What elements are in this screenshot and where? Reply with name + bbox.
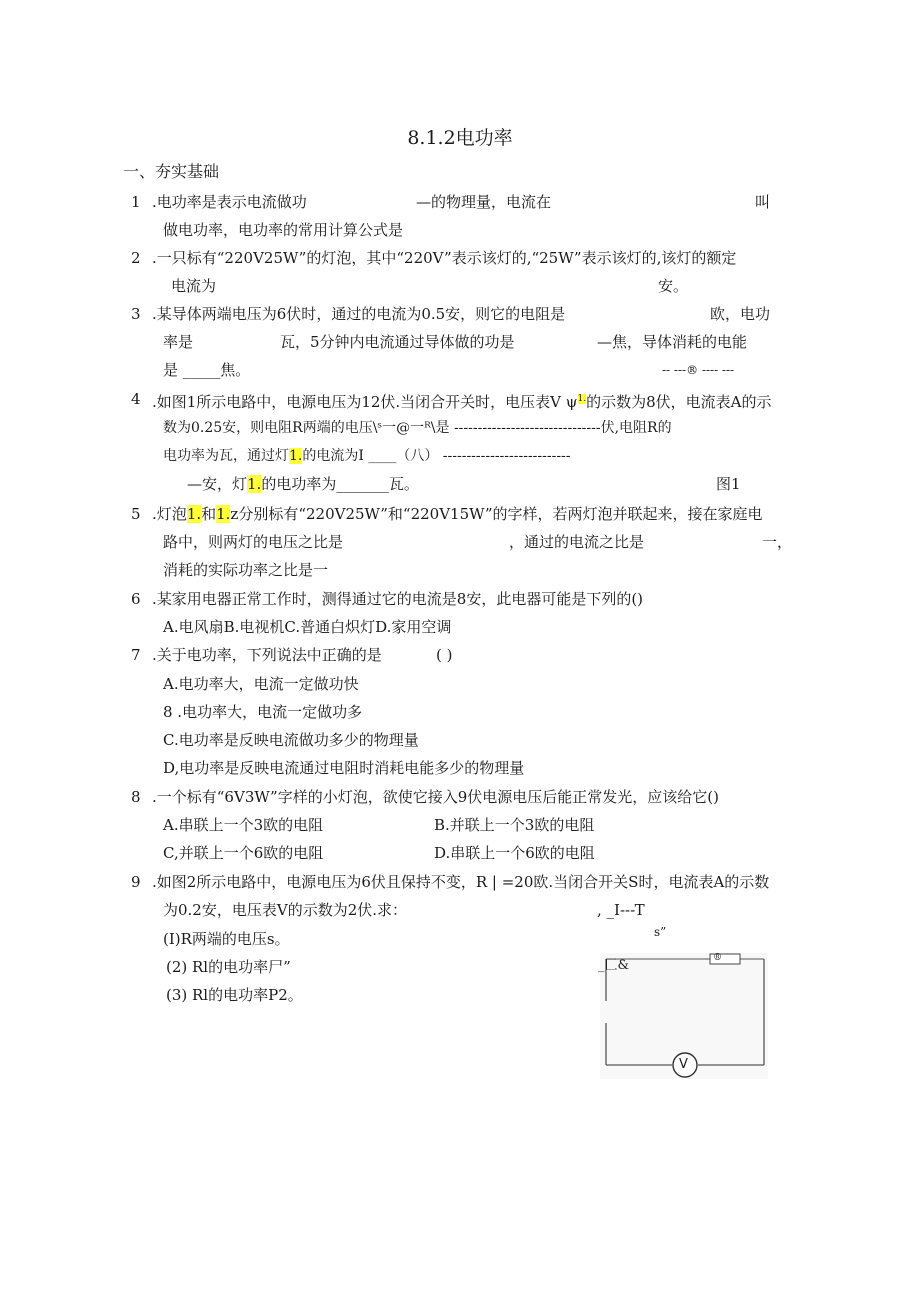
question-text: 一， (762, 533, 793, 551)
switch-label: s” (654, 925, 667, 939)
answer-option: 8 .电功率大，电流一定做功多 (163, 703, 363, 721)
circuit-diagram-figure-2 (592, 923, 778, 1083)
question-text: 消耗的实际功率之比是一 (163, 561, 329, 579)
question-text: .关于电功率，下列说法中正确的是 (152, 646, 382, 664)
question-text: 是 _____焦。 (163, 361, 251, 379)
answer-option: D,电功率是反映电流通过电阻时消耗电能多少的物理量 (163, 759, 525, 777)
question-number: 5 (131, 505, 141, 523)
page-title: 8.1.2电功率 (407, 127, 513, 149)
question-text: ，通过的电流之比是 (509, 533, 645, 551)
question-text: .一只标有“220V25W”的灯泡，其中“220V”表示该灯的,“25W”表示该灯的,该灯的额定 (152, 249, 737, 267)
scan-artifact: -- ---® ---- --- (662, 363, 735, 377)
question-number: 3 (131, 305, 141, 323)
question-number: 4 (131, 390, 141, 408)
answer-bracket: ( ) (436, 646, 453, 664)
figure-label: 图1 (716, 475, 741, 493)
question-text: 路中，则两灯的电压之比是 (163, 533, 344, 551)
question-text: 安。 (658, 277, 689, 295)
scan-artifact: , _I---T (597, 901, 645, 919)
question-number: 7 (131, 646, 141, 664)
question-number: 1 (131, 193, 141, 211)
question-text: .如图1所示电路中，电源电压为12伏.当闭合开关时，电压表V $\psi^{1.}$的示数为8伏，电流表A的示 (152, 393, 772, 411)
highlight-mark: 1. (577, 394, 587, 404)
question-text: .某导体两端电压为6伏时，通过的电流为0.5安，则它的电阻是 (152, 305, 566, 323)
question-number: 8 (131, 788, 141, 806)
resistor-label: ® (713, 953, 722, 963)
answer-option: A.电功率大，电流一定做功快 (163, 675, 359, 693)
question-text: .电功率是表示电流做功 (152, 193, 307, 211)
question-text: —安，灯1.的电功率为_______瓦。 (187, 475, 419, 493)
question-number: 6 (131, 590, 141, 608)
question-text: 数为0.25安，则电阻R两端的电压\ˢ一@一ᴿ\是 -------------------------------伏,电阻R的 (163, 420, 672, 436)
highlight-mark: 1. (216, 505, 231, 523)
sub-question: (I)R两端的电压s。 (163, 930, 290, 948)
question-text: 瓦，5分钟内电流通过导体做的功是 (280, 333, 515, 351)
question-text: 叫 (755, 193, 771, 211)
question-text: .灯泡1.和1.z分别标有“220V25W”和“220V15W”的字样，若两灯泡并联起来，接在家庭电 (152, 505, 763, 523)
question-text: 电流为 (171, 277, 217, 295)
question-text: 率是 (163, 333, 194, 351)
question-text: .某家用电器正常工作时，测得通过它的电流是8安，此电器可能是下列的() (152, 590, 644, 608)
section-heading: 一、夯实基础 (123, 162, 220, 181)
question-text: 做电功率，电功率的常用计算公式是 (163, 221, 404, 239)
question-text: —的物理量，电流在 (416, 193, 552, 211)
answer-option: D.串联上一个6欧的电阻 (434, 844, 595, 862)
sub-question: (2) Rl的电功率尸” (166, 958, 291, 976)
question-text: 为0.2安，电压表V的示数为2伏.求： (163, 901, 408, 919)
answer-option: C,并联上一个6欧的电阻 (163, 844, 324, 862)
highlight-mark: 1. (186, 505, 202, 523)
question-number: 9 (131, 873, 141, 891)
highlight-mark: 1. (289, 448, 303, 464)
ammeter-label: _匚& (598, 958, 630, 973)
question-text: 欧，电功 (710, 305, 771, 323)
question-number: 2 (131, 249, 141, 267)
answer-option: C.电功率是反映电流做功多少的物理量 (163, 731, 419, 749)
answer-options: A.电风扇B.电视机C.普通白炽灯D.家用空调 (163, 618, 452, 636)
question-text: —焦，导体消耗的电能 (597, 333, 748, 351)
question-text: .一个标有“6V3W”字样的小灯泡，欲使它接入9伏电源电压后能正常发光，应该给它() (152, 788, 719, 806)
question-text: .如图2所示电路中，电源电压为6伏且保持不变，R | =20欧.当闭合开关S时，电流表A的示数 (152, 873, 770, 891)
question-text: 电功率为瓦，通过灯1.的电流为I ____（八） --------------------------- (163, 448, 571, 464)
answer-option: B.并联上一个3欧的电阻 (434, 816, 595, 834)
sub-question: (3) Rl的电功率P2。 (166, 986, 303, 1004)
answer-option: A.串联上一个3欧的电阻 (163, 816, 324, 834)
voltmeter-label: V (679, 1057, 688, 1072)
highlight-mark: 1. (247, 475, 262, 493)
